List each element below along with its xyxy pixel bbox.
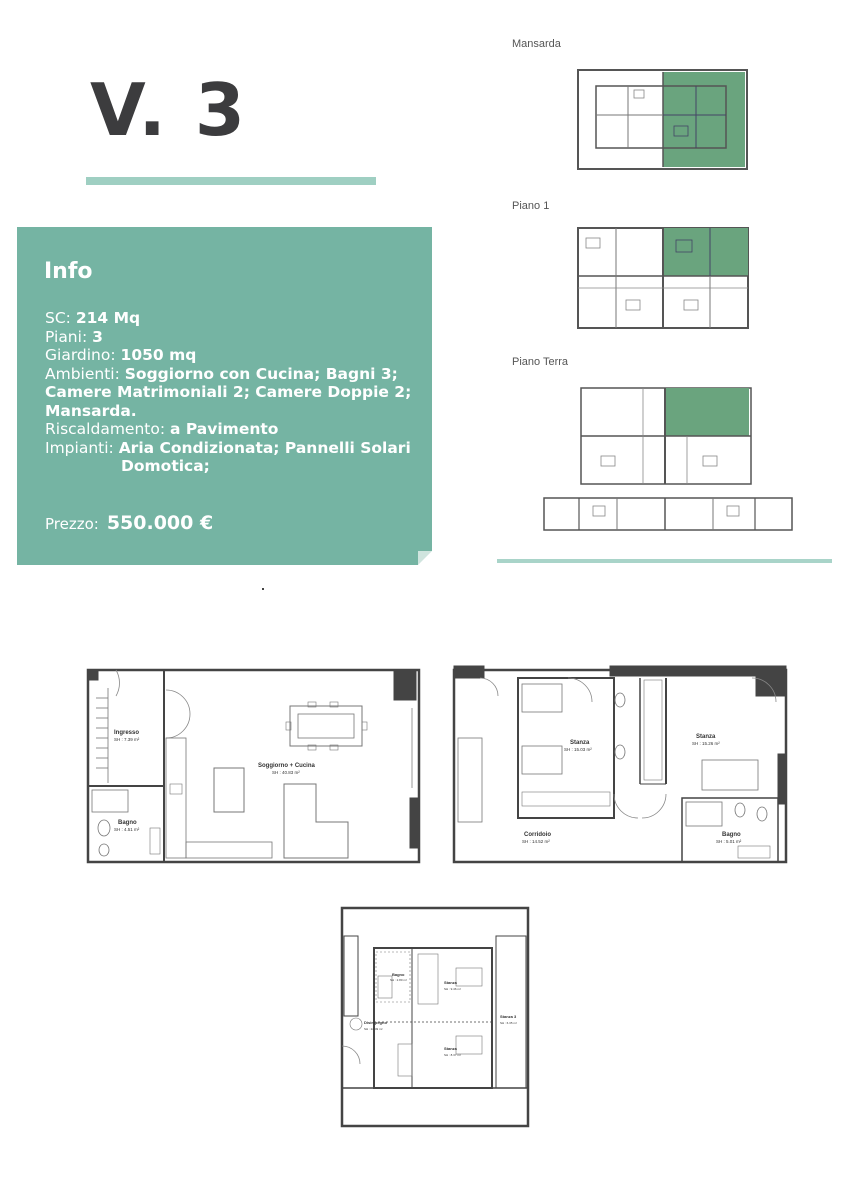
page-title: V. 3 <box>90 68 247 152</box>
label-ingresso-sh: SH : 7.39 m² <box>114 737 140 742</box>
page-fold <box>418 551 432 565</box>
price <box>45 512 213 534</box>
label-stanza-2: Stanza <box>696 734 716 740</box>
info-row-ambienti: Ambienti: Soggiorno con Cucina; Bagni 3; <box>45 364 398 383</box>
info-row-piani: Piani: 3 <box>45 327 103 346</box>
label-bagno-first: Bagno <box>722 832 741 838</box>
label-stanza-1: Stanza <box>570 740 590 746</box>
floor-label-pianoterra: Piano Terra <box>512 356 569 368</box>
label-bagno-ground-sh: SH : 4.51 m² <box>114 827 140 832</box>
label-stanza-2-sh: SH : 15.26 m² <box>692 741 720 746</box>
info-row-riscaldamento: Riscaldamento: a Pavimento <box>45 420 279 438</box>
label-stanza-3: Stanza 3 <box>500 1014 517 1019</box>
label-bagno-first-sh: SH : 5.01 m² <box>716 839 742 844</box>
price-value: 550.000 € <box>106 512 214 534</box>
label-soggiorno: Soggiorno + Cucina <box>258 763 315 769</box>
info-row-ambienti-3: Mansarda. <box>45 401 137 420</box>
label-bagno-ground: Bagno <box>118 820 137 826</box>
label-stanza-1-sh: SH : 15.03 m² <box>564 747 592 752</box>
info-row-sc: SC: 214 Mq <box>45 309 141 327</box>
stray-mark <box>262 588 264 590</box>
floor-label-mansarda: Mansarda <box>512 38 561 50</box>
small-plan-piano1 <box>576 226 750 330</box>
label-disimpegno-sh: SH : 22.49 m² <box>364 1027 383 1031</box>
info-row-impianti-2: Domotica; <box>121 457 210 475</box>
plan-first-floor <box>452 664 790 864</box>
title-underline <box>86 177 376 185</box>
small-plan-pianoterra <box>543 386 793 534</box>
info-box <box>17 227 432 565</box>
info-row-ambienti-2: Camere Matrimoniali 2; Camere Doppie 2; <box>45 383 412 401</box>
info-row-giardino: Giardino: 1050 mq <box>45 346 197 364</box>
label-bagno-attic: Bagno <box>392 972 405 977</box>
small-plan-mansarda <box>578 70 748 170</box>
info-lines <box>45 309 425 476</box>
section-divider <box>497 559 832 563</box>
label-disimpegno: Disimpegno <box>364 1020 387 1025</box>
label-corridoio: Corridoio <box>524 832 551 838</box>
label-stanza-a: Stanza <box>444 980 457 985</box>
plan-ground-floor <box>86 668 422 864</box>
label-ingresso: Ingresso <box>114 730 140 736</box>
plan-attic <box>340 906 530 1128</box>
label-bagno-attic-sh: SH : 2.80 m² <box>390 978 407 982</box>
price-label: Prezzo: <box>45 515 99 533</box>
label-stanza-3-sh: SH : 6.35 m² <box>500 1021 517 1025</box>
label-stanza-b-sh: SH : 8.37 m² <box>444 1053 461 1057</box>
floor-label-piano1: Piano 1 <box>512 200 550 212</box>
label-stanza-a-sh: SH : 9.46 m² <box>444 987 461 991</box>
label-corridoio-sh: SH : 14.52 m² <box>522 839 550 844</box>
info-heading: Info <box>44 259 93 284</box>
label-soggiorno-sh: SH : 40.83 m² <box>272 770 300 775</box>
label-stanza-b: Stanza <box>444 1046 457 1051</box>
info-row-impianti: Impianti: Aria Condizionata; Pannelli Solari <box>45 438 411 457</box>
